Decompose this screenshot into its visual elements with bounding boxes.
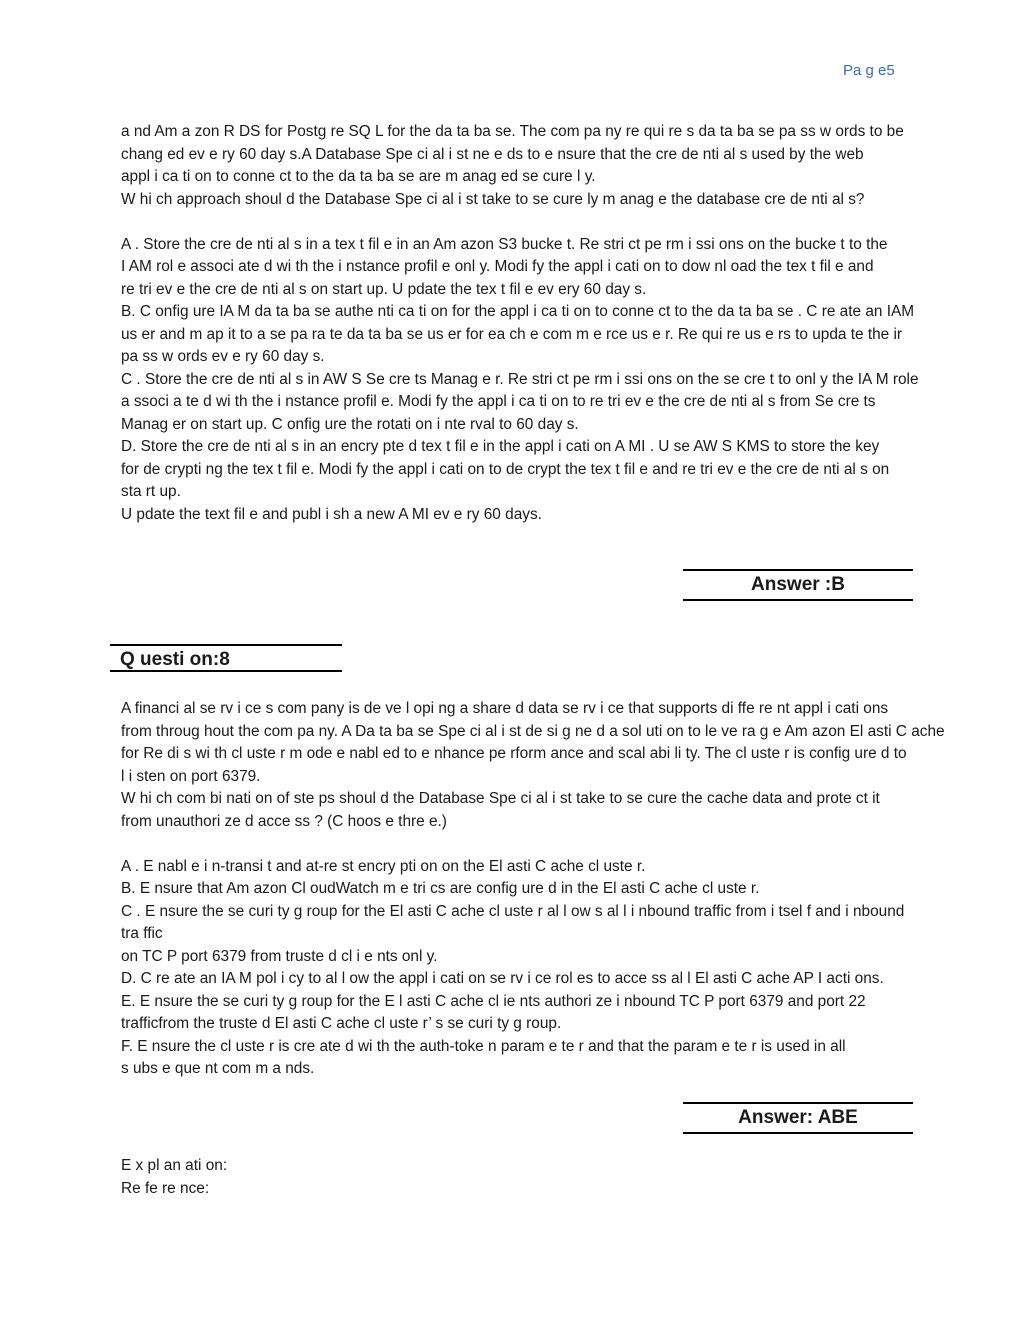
explanation-label: E x pl an ati on:	[121, 1157, 228, 1174]
answer-8-box	[683, 1102, 913, 1134]
question-7-option-line: sta rt up.	[121, 483, 181, 500]
question-8-text	[121, 698, 1011, 1081]
question-8-option-line: tra ffic	[121, 925, 163, 942]
question-8-heading	[110, 644, 342, 672]
question-8-option-line: s ubs e que nt com m a nds.	[121, 1060, 315, 1077]
question-8-option-line: trafficfrom the truste d El asti C ache cl uste r’ s se curi ty g roup.	[121, 1015, 562, 1032]
question-8-stem-line: from unauthori ze d acce ss ? (C hoos e thre e.)	[121, 812, 447, 830]
question-7-stem-line: appl i ca ti on to conne ct to the da ta ba se are m anag ed se cure l y.	[121, 168, 596, 185]
question-7-option-line: pa ss w ords ev e ry 60 day s.	[121, 348, 325, 365]
question-8-option-line: E. E nsure the se curi ty g roup for the E l asti C ache cl ie nts authori ze i nbound TC P port 6379 and port 22	[121, 992, 866, 1010]
question-7-option-line: for de crypti ng the tex t fil e. Modi fy the appl i cati on to de crypt the tex t fil e and re tri ev e the cre de nti al s on	[121, 460, 890, 478]
question-8-option-line: A . E nabl e i n-transi t and at-re st encry pti on on the El asti C ache cl uste r.	[121, 857, 646, 875]
question-7-option-line: A . Store the cre de nti al s in a tex t fil e in an Am azon S3 bucke t. Re stri ct pe rm i ssi ons on the bucke t to the	[121, 235, 888, 253]
answer-7-label: Answer :B	[751, 574, 845, 595]
question-7-option-line: us er and m ap it to a se pa ra te da ta ba se us er for ea ch e com m e rce us e r. Re qui re us e rs to upda te the ir	[121, 325, 903, 343]
answer-7-box	[683, 569, 913, 601]
question-8-option-line: F. E nsure the cl uste r is cre ate d wi th the auth-toke n param e te r and that the param e te r is used in all	[121, 1037, 846, 1055]
question-7-option-line: re tri ev e the cre de nti al s on start up. U pdate the tex t fil e ev ery 60 day s.	[121, 280, 647, 298]
question-7-option-line: U pdate the text fil e and publ i sh a new A MI ev e ry 60 days.	[121, 505, 542, 523]
question-7-text	[121, 121, 1011, 526]
question-8-option-line: D. C re ate an IA M pol i cy to al l ow the appl i cati on se rv i ce rol es to acce ss al l El asti C ache AP I acti ons.	[121, 970, 884, 987]
question-8-option-line: on TC P port 6379 from truste d cl i e nts onl y.	[121, 947, 438, 965]
question-7-option-line: Manag er on start up. C onfig ure the rotati on i nte rval to 60 day s.	[121, 415, 579, 433]
question-7-option-line: C . Store the cre de nti al s in AW S Se cre ts Manag e r. Re stri ct pe rm i ssi ons on the se cre t to onl y the IA M role	[121, 370, 919, 388]
question-8-option-line: B. E nsure that Am azon Cl oudWatch m e tri cs are config ure d in the El asti C ache cl uste r.	[121, 880, 760, 897]
question-8-option-line: C . E nsure the se curi ty g roup for the El asti C ache cl uste r al l ow s al l i nbound traffic from i tsel f and i nbound	[121, 902, 905, 920]
question-7-option-line: B. C onfig ure IA M da ta ba se authe nti ca ti on for the appl i ca ti on to conne ct to the da ta ba se . C re ate an IAM	[121, 303, 915, 320]
answer-8-label: Answer: ABE	[738, 1107, 858, 1128]
question-8-stem-line: from throug hout the com pa ny. A Da ta ba se Spe ci al i st de si g ne d a sol uti on to le ve ra g e Am azon El asti C ache	[121, 722, 945, 740]
question-8-stem-line: l i sten on port 6379.	[121, 767, 261, 785]
paragraph-spacer	[121, 211, 1011, 234]
explanation-section	[121, 1155, 1011, 1200]
page-number: Pa g e5	[843, 62, 895, 79]
question-7-option-line: D. Store the cre de nti al s in an encry pte d tex t fil e in the appl i cati on A MI . U se AW S KMS to store the key	[121, 438, 880, 455]
question-7-stem-line: a nd Am a zon R DS for Postg re SQ L for the da ta ba se. The com pa ny re qui re s da ta ba se pa ss w ords to be	[121, 123, 904, 140]
paragraph-spacer	[121, 833, 1011, 856]
question-7-stem-line: chang ed ev e ry 60 day s.A Database Spe ci al i st ne e ds to e nsure that the cre de nti al s used by the web	[121, 145, 864, 163]
question-7-option-line: a ssoci a te d wi th the i nstance profil e. Modi fy the appl i ca ti on to re tri ev e the cre de nti al s from Se cre ts	[121, 393, 876, 410]
question-8-title: Q uesti on:8	[120, 649, 230, 670]
question-7-stem-line: W hi ch approach shoul d the Database Spe ci al i st take to se cure ly m anag e the database cre de nti al s?	[121, 190, 865, 208]
question-8-stem-line: W hi ch com bi nati on of ste ps shoul d the Database Spe ci al i st take to se cure the cache data and prote ct it	[121, 790, 880, 807]
question-8-stem-line: A financi al se rv i ce s com pany is de ve l opi ng a share d data se rv i ce that supports di ffe re nt appl i cati ons	[121, 700, 889, 717]
reference-label: Re fe re nce:	[121, 1179, 210, 1197]
question-7-option-line: I AM rol e associ ate d wi th the i nstance profil e onl y. Modi fy the appl i cati on to dow nl oad the tex t fil e and	[121, 258, 874, 275]
question-8-stem-line: for Re di s wi th cl uste r m ode e nabl ed to e nhance pe rform ance and scal abi li ty. The cl uste r is config ure d to	[121, 745, 907, 762]
